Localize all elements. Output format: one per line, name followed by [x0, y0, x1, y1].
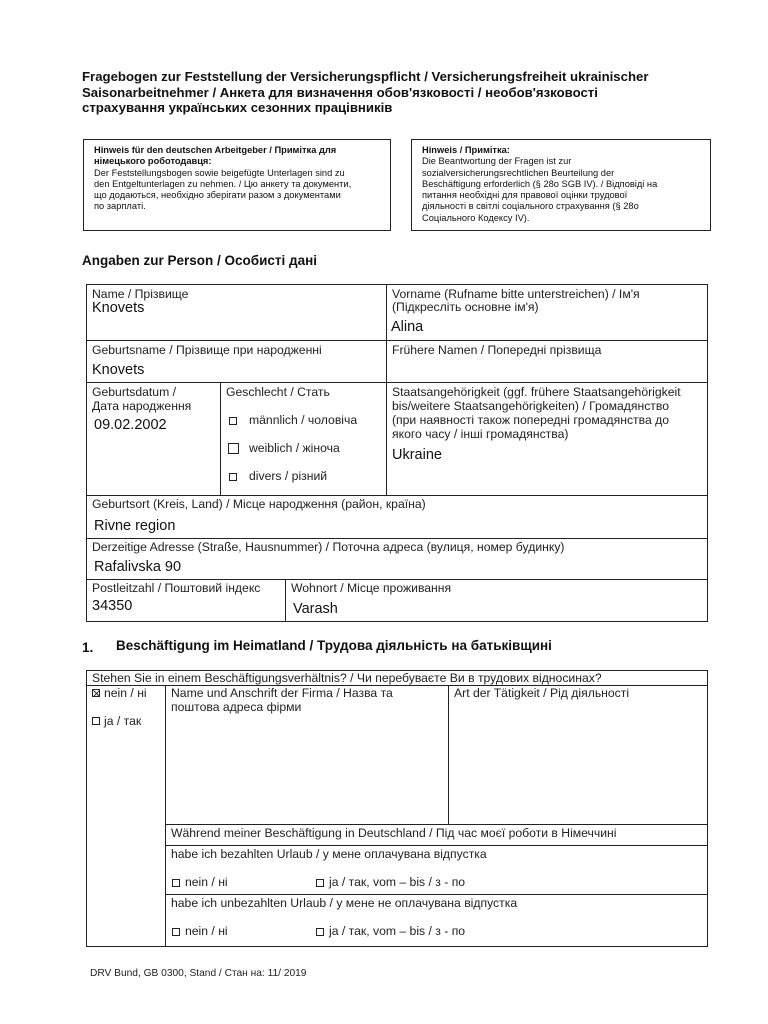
nationality-cell[interactable]	[386, 382, 708, 496]
birthplace-value: Rivne region	[94, 518, 176, 534]
activity-label: Art der Tätigkeit / Рід діяльності	[454, 686, 630, 700]
name-label: Name / Прізвище	[92, 287, 189, 301]
unpaid-leave-yes-checkbox[interactable]	[316, 928, 324, 936]
paid-leave-yes-checkbox[interactable]	[316, 879, 324, 887]
postcode-value: 34350	[92, 598, 133, 614]
address-value: Rafalivska 90	[94, 559, 182, 575]
title-line-2: Saisonarbeitnehmer / Анкета для визначення обов'язковості / необов'язковості	[82, 84, 598, 100]
notice-employer-text-4: по зарплаті.	[94, 201, 146, 212]
unpaid-leave-cell	[165, 894, 708, 947]
page-title	[82, 69, 722, 116]
firstname-cell[interactable]	[386, 284, 708, 341]
nationality-value: Ukraine	[392, 447, 442, 463]
notice-employer-text-2: den Entgeltunterlagen zu nehmen. / Цю анкету та документи,	[94, 178, 352, 189]
gender-diverse-label: divers / різний	[249, 469, 328, 483]
firstname-value: Alina	[391, 319, 424, 335]
gender-cell	[220, 382, 387, 496]
unpaid-leave-no-checkbox[interactable]	[172, 928, 180, 936]
birthplace-cell[interactable]	[86, 495, 708, 539]
paid-leave-no-label: nein / ні	[185, 875, 228, 889]
firstname-label-1: Vorname (Rufname bitte unterstreichen) / Ім'я	[392, 287, 640, 301]
employment-question-cell	[86, 670, 708, 686]
company-label-1: Name und Anschrift der Firma / Назва та	[171, 686, 393, 700]
notice-employer-text-1: Der Feststellungsbogen sowie beigefügte Unterlagen sind zu	[94, 167, 345, 178]
activity-cell[interactable]	[448, 685, 708, 825]
dob-label-1: Geburtsdatum /	[92, 385, 176, 399]
employment-question: Stehen Sie in einem Beschäftigungsverhältnis? / Чи перебуваєте Ви в трудових відносинах?	[92, 671, 602, 685]
name-cell[interactable]	[86, 284, 387, 341]
unpaid-leave-yes-label: ja / так, vom – bis / з - по	[329, 924, 466, 938]
paid-leave-label: habe ich bezahlten Urlaub / у мене оплачувана відпустка	[171, 847, 487, 861]
notice-general-heading: Hinweis / Примітка:	[422, 145, 510, 155]
title-line-3: страхування українських сезонних працівників	[82, 100, 393, 115]
during-cell	[165, 824, 708, 846]
nationality-label-3: (при наявності також попередні громадянства до	[392, 413, 670, 427]
paid-leave-yes-label: ja / так, vom – bis / з - по	[329, 875, 466, 889]
gender-male-label: männlich / чоловіча	[249, 413, 358, 427]
unpaid-leave-label: habe ich unbezahlten Urlaub / у мене не оплачувана відпустка	[171, 896, 518, 910]
company-label-2: поштова адреса фірми	[171, 700, 302, 714]
paid-leave-cell	[165, 845, 708, 895]
notice-general-text-3: Beschäftigung erforderlich (§ 28o SGB IV). / Відповіді на	[422, 178, 658, 189]
city-label: Wohnort / Місце проживання	[291, 581, 452, 595]
dob-label-2: Дата народження	[92, 399, 192, 413]
notice-general-text-6: Соціального Кодексу IV).	[422, 212, 530, 223]
name-value: Knovets	[92, 300, 145, 316]
employment-answer-cell	[86, 685, 166, 947]
during-label: Während meiner Beschäftigung in Deutschland / Під час моєї роботи в Німеччині	[171, 826, 617, 840]
former-names-cell[interactable]	[386, 340, 708, 383]
employment-section-number: 1.	[82, 640, 94, 655]
employment-no-checkbox[interactable]	[92, 689, 100, 697]
birthplace-label: Geburtsort (Kreis, Land) / Місце народження (район, країна)	[92, 497, 426, 511]
footer-text: DRV Bund, GB 0300, Stand / Стан на: 11/ 2019	[90, 968, 307, 979]
unpaid-leave-no-label: nein / ні	[185, 924, 228, 938]
city-value: Varash	[293, 601, 338, 617]
birthname-label: Geburtsname / Прізвище при народженні	[92, 343, 322, 357]
notice-general-text-4: питання необхідні для правової оцінки трудової	[422, 190, 628, 201]
nationality-label-1: Staatsangehörigkeit (ggf. frühere Staatsangehörigkeit	[392, 385, 681, 399]
notice-general-box	[411, 139, 711, 231]
gender-male-checkbox[interactable]	[229, 417, 237, 425]
employment-yes-label: ja / так	[104, 714, 142, 728]
dob-cell[interactable]	[86, 382, 221, 496]
city-cell[interactable]	[285, 579, 708, 622]
dob-value: 09.02.2002	[94, 417, 167, 433]
notice-general-text-2: sozialversicherungsrechtlichen Beurteilung der	[422, 167, 615, 178]
gender-female-label: weiblich / жіноча	[249, 441, 340, 455]
postcode-cell[interactable]	[86, 579, 286, 622]
company-cell[interactable]	[165, 685, 449, 825]
employment-yes-checkbox[interactable]	[92, 717, 100, 725]
notice-general-text-5: діяльності в світлі соціального страхування (§ 28o	[422, 201, 639, 212]
notice-employer-text-3: що додаються, необхідно зберігати разом з документами	[94, 190, 341, 201]
nationality-label-2: bis/weitere Staatsangehörigkeiten) / Громадянство	[392, 399, 670, 413]
birthname-cell[interactable]	[86, 340, 387, 383]
notice-general-text-1: Die Beantwortung der Fragen ist zur	[422, 156, 572, 167]
notice-employer-heading-2: німецького роботодавця:	[94, 156, 212, 167]
title-line-1: Fragebogen zur Feststellung der Versicherungspflicht / Versicherungsfreiheit ukrainischer	[82, 69, 649, 84]
personal-section-title: Angaben zur Person / Особисті дані	[82, 253, 318, 268]
employment-no-label: nein / ні	[104, 686, 147, 700]
firstname-label-2: (Підкресліть основне ім'я)	[392, 300, 539, 314]
notice-employer-heading-1: Hinweis für den deutschen Arbeitgeber / Примітка для	[94, 145, 337, 155]
address-cell[interactable]	[86, 538, 708, 580]
notice-employer-box	[83, 139, 391, 231]
postcode-label: Postleitzahl / Поштовий індекс	[92, 581, 261, 595]
birthname-value: Knovets	[92, 362, 145, 378]
paid-leave-no-checkbox[interactable]	[172, 879, 180, 887]
nationality-label-4: якого часу / інші громадянства)	[392, 427, 569, 441]
address-label: Derzeitige Adresse (Straße, Hausnummer) / Поточна адреса (вулиця, номер будинку)	[92, 540, 565, 554]
gender-diverse-checkbox[interactable]	[229, 473, 237, 481]
former-names-label: Frühere Namen / Попередні прізвища	[392, 343, 602, 357]
gender-female-checkbox[interactable]	[228, 443, 239, 454]
gender-label: Geschlecht / Стать	[226, 385, 330, 399]
employment-section-title: Beschäftigung im Heimatland / Трудова діяльність на батьківщині	[116, 638, 552, 653]
